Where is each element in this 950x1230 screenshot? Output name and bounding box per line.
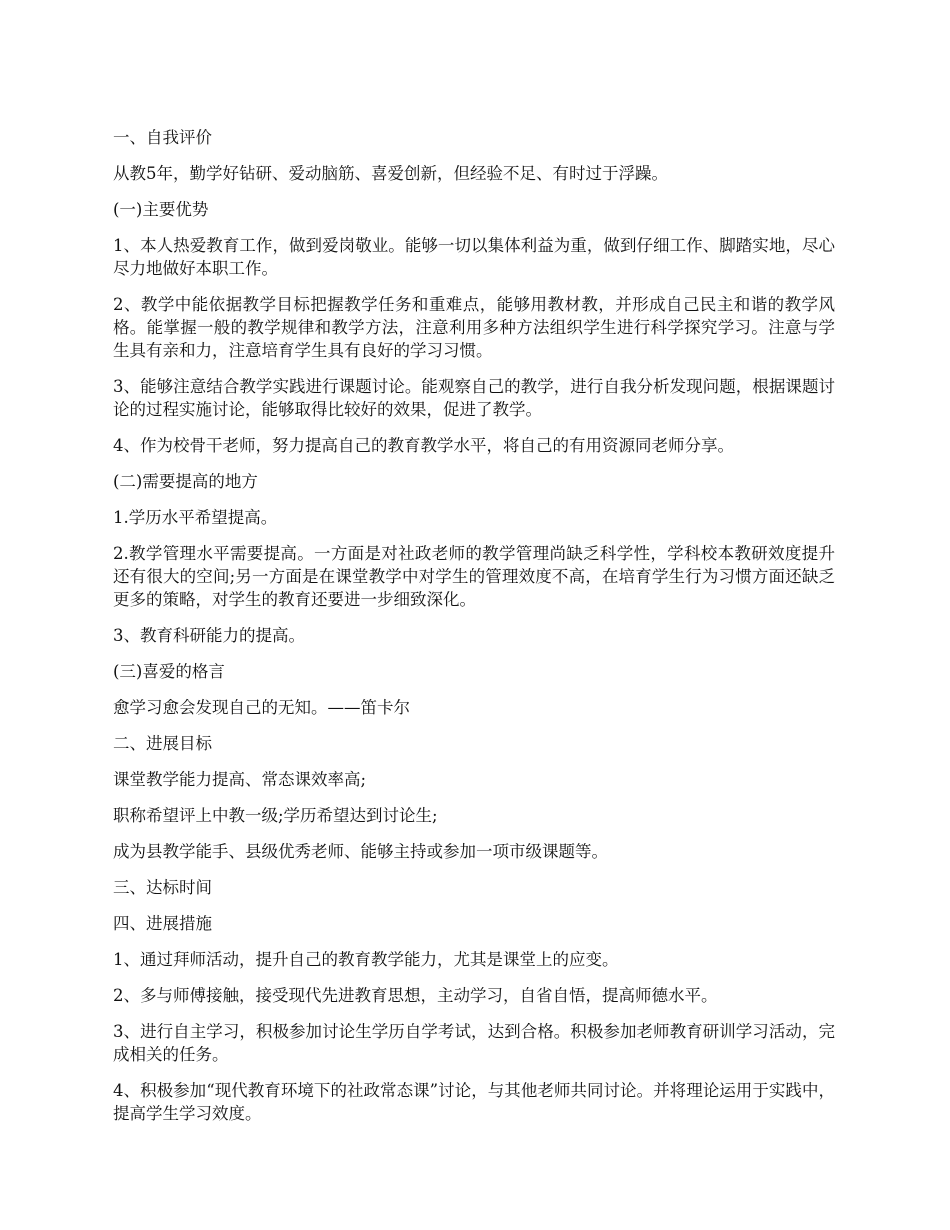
strength-item-2: 2、教学中能依据教学目标把握教学任务和重难点，能够用教材教，并形成自己民主和谐的教学风格。能掌握一般的教学规律和教学方法，注意利用多种方法组织学生进行科学探究学习。注意与学生具有亲和力，注意培育学生具有良好的学习习惯。 bbox=[113, 295, 835, 360]
measure-item-2: 2、多与师傅接触，接受现代先进教育思想，主动学习，自省自悟，提高师德水平。 bbox=[113, 986, 718, 1005]
measure-item-3: 3、进行自主学习，积极参加讨论生学历自学考试，达到合格。积极参加老师教育研训学习活动，完成相关的任务。 bbox=[113, 1022, 835, 1064]
goal-item-3: 成为县教学能手、县级优秀老师、能够主持或参加一项市级课题等。 bbox=[113, 842, 608, 861]
measure-item-4: 4、积极参加“现代教育环境下的社政常态课”讨论，与其他老师共同讨论。并将理论运用于实践中，提高学生学习效度。 bbox=[113, 1081, 835, 1123]
strength-item-1: 1、本人热爱教育工作，做到爱岗敬业。能够一切以集体利益为重，做到仔细工作、脚踏实地，尽心尽力地做好本职工作。 bbox=[113, 236, 835, 278]
subheading-areas-to-improve: (二)需要提高的地方 bbox=[113, 472, 258, 491]
section-heading-development-measures: 四、进展措施 bbox=[113, 914, 212, 933]
improve-item-3: 3、教育科研能力的提高。 bbox=[113, 626, 305, 645]
section-heading-self-evaluation: 一、自我评价 bbox=[113, 128, 212, 147]
subheading-main-strengths: (一)主要优势 bbox=[113, 200, 209, 219]
document-body bbox=[113, 126, 835, 1138]
strength-item-3: 3、能够注意结合教学实践进行课题讨论。能观察自己的教学，进行自我分析发现问题，根据课题讨论的过程实施讨论，能够取得比较好的效果，促进了教学。 bbox=[113, 377, 835, 419]
goal-item-2: 职称希望评上中教一级;学历希望达到讨论生; bbox=[113, 806, 438, 825]
section-heading-target-time: 三、达标时间 bbox=[113, 878, 212, 897]
goal-item-1: 课堂教学能力提高、常态课效率高; bbox=[113, 770, 367, 789]
subheading-favorite-motto: (三)喜爱的格言 bbox=[113, 662, 225, 681]
measure-item-1: 1、通过拜师活动，提升自己的教育教学能力，尤其是课堂上的应变。 bbox=[113, 950, 619, 969]
motto-quote: 愈学习愈会发现自己的无知。——笛卡尔 bbox=[113, 698, 410, 717]
section-heading-development-goals: 二、进展目标 bbox=[113, 734, 212, 753]
paragraph-teaching-years: 从教5年，勤学好钻研、爱动脑筋、喜爱创新，但经验不足、有时过于浮躁。 bbox=[113, 164, 668, 183]
strength-item-4: 4、作为校骨干老师，努力提高自己的教育教学水平，将自己的有用资源同老师分享。 bbox=[113, 436, 734, 455]
improve-item-2: 2.教学管理水平需要提高。一方面是对社政老师的教学管理尚缺乏科学性，学科校本教研效度提升还有很大的空间;另一方面是在课堂教学中对学生的管理效度不高，在培育学生行为习惯方面还缺乏更多的策略，对学生的教育还要进一步细致深化。 bbox=[113, 544, 835, 609]
improve-item-1: 1.学历水平希望提高。 bbox=[113, 508, 278, 527]
